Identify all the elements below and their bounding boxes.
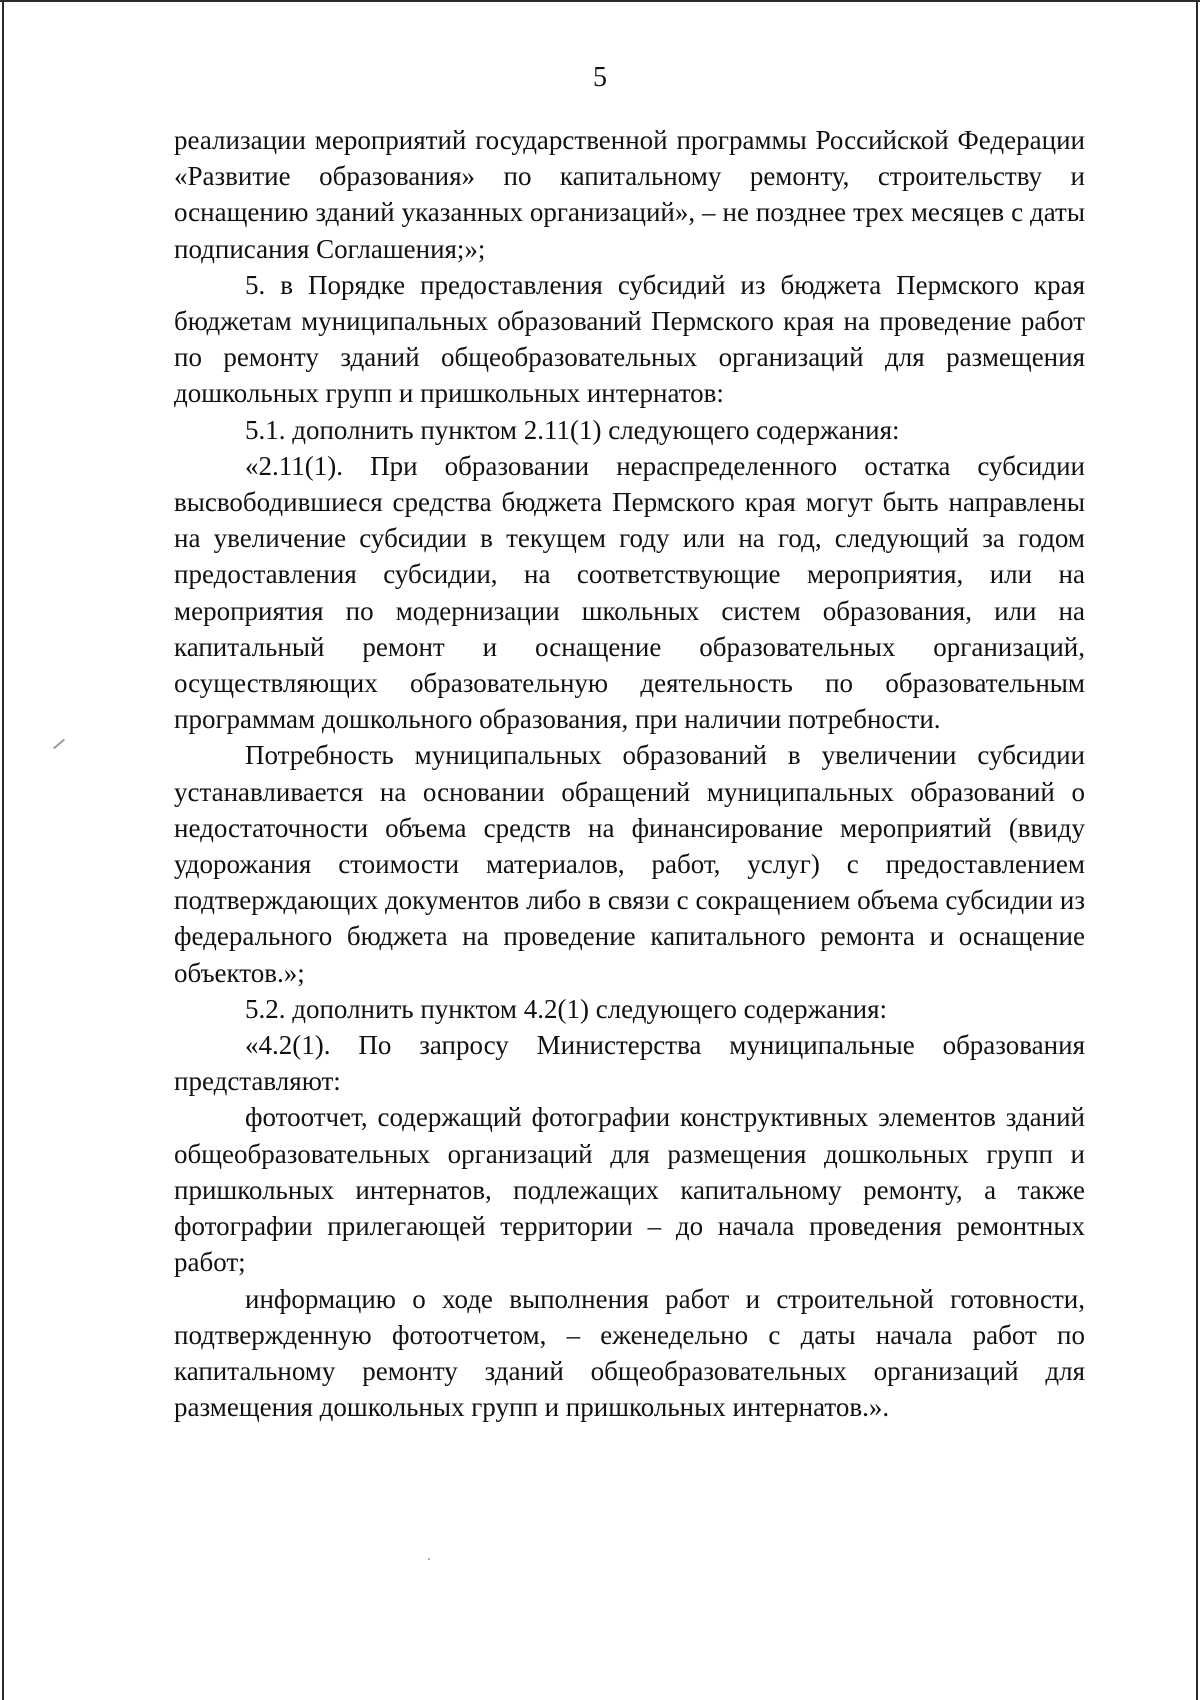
paragraph-continuation: реализации мероприятий государственной программы Российской Федерации «Развитие образования» по капитальному ремонту, строительству и оснащению зданий указанных организаций», – не позднее трех месяцев с даты подписания Соглашения;»; bbox=[174, 125, 1085, 264]
scan-border-left bbox=[2, 0, 4, 1700]
paragraph-photo-report: фотоотчет, содержащий фотографии конструктивных элементов зданий общеобразовательных организаций для размещения дошкольных групп и пришкольных интернатов, подлежащих капитальному ремонту, а также фотографии прилегающей территории – до начала проведения ремонтных работ; bbox=[174, 1102, 1085, 1278]
paragraph-clause-4-2-1: «4.2(1). По запросу Министерства муниципальные образования представляют: bbox=[174, 1030, 1085, 1097]
scan-border-right bbox=[1196, 0, 1198, 1700]
paragraph-progress-info: информацию о ходе выполнения работ и строительной готовности, подтвержденную фотоотчетом, – еженедельно с даты начала работ по капитальному ремонту зданий общеобразовательных организаций для размещения дошкольных групп и пришкольных интернатов.». bbox=[174, 1283, 1085, 1423]
paragraph-item-5-2: 5.2. дополнить пунктом 4.2(1) следующего содержания: bbox=[245, 993, 888, 1024]
document-body bbox=[174, 122, 1085, 1425]
scan-artifact-mark bbox=[53, 739, 65, 750]
scan-artifact-speck bbox=[428, 1558, 430, 1560]
paragraph-clause-2-11-1: «2.11(1). При образовании нераспределенного остатка субсидии высвободившиеся средства бюджета Пермского края могут быть направлены на увеличение субсидии в текущем году или на год, следующий за годом предоставления субсидии, на соответствующие мероприятия, или на мероприятия по модернизации школьных систем образования, или на капитальный ремонт и оснащение образовательных организаций, осуществляющих образовательную деятельность по образовательным программам дошкольного образования, при наличии потребности. bbox=[174, 450, 1085, 735]
paragraph-item-5: 5. в Порядке предоставления субсидий из бюджета Пермского края бюджетам муниципальных образований Пермского края на проведение работ по ремонту зданий общеобразовательных организаций для размещения дошкольных групп и пришкольных интернатов: bbox=[174, 269, 1085, 409]
scan-border-top bbox=[0, 0, 1200, 2]
page-number: 5 bbox=[593, 62, 607, 93]
paragraph-item-5-1: 5.1. дополнить пунктом 2.11(1) следующего содержания: bbox=[245, 414, 900, 445]
paragraph-need-definition: Потребность муниципальных образований в увеличении субсидии устанавливается на основании обращений муниципальных образований о недостаточности объема средств на финансирование мероприятий (ввиду удорожания стоимости материалов, работ, услуг) с предоставлением подтверждающих документов либо в связи с сокращением объема субсидии из федерального бюджета на проведение капитального ремонта и оснащение объектов.»; bbox=[174, 740, 1085, 988]
